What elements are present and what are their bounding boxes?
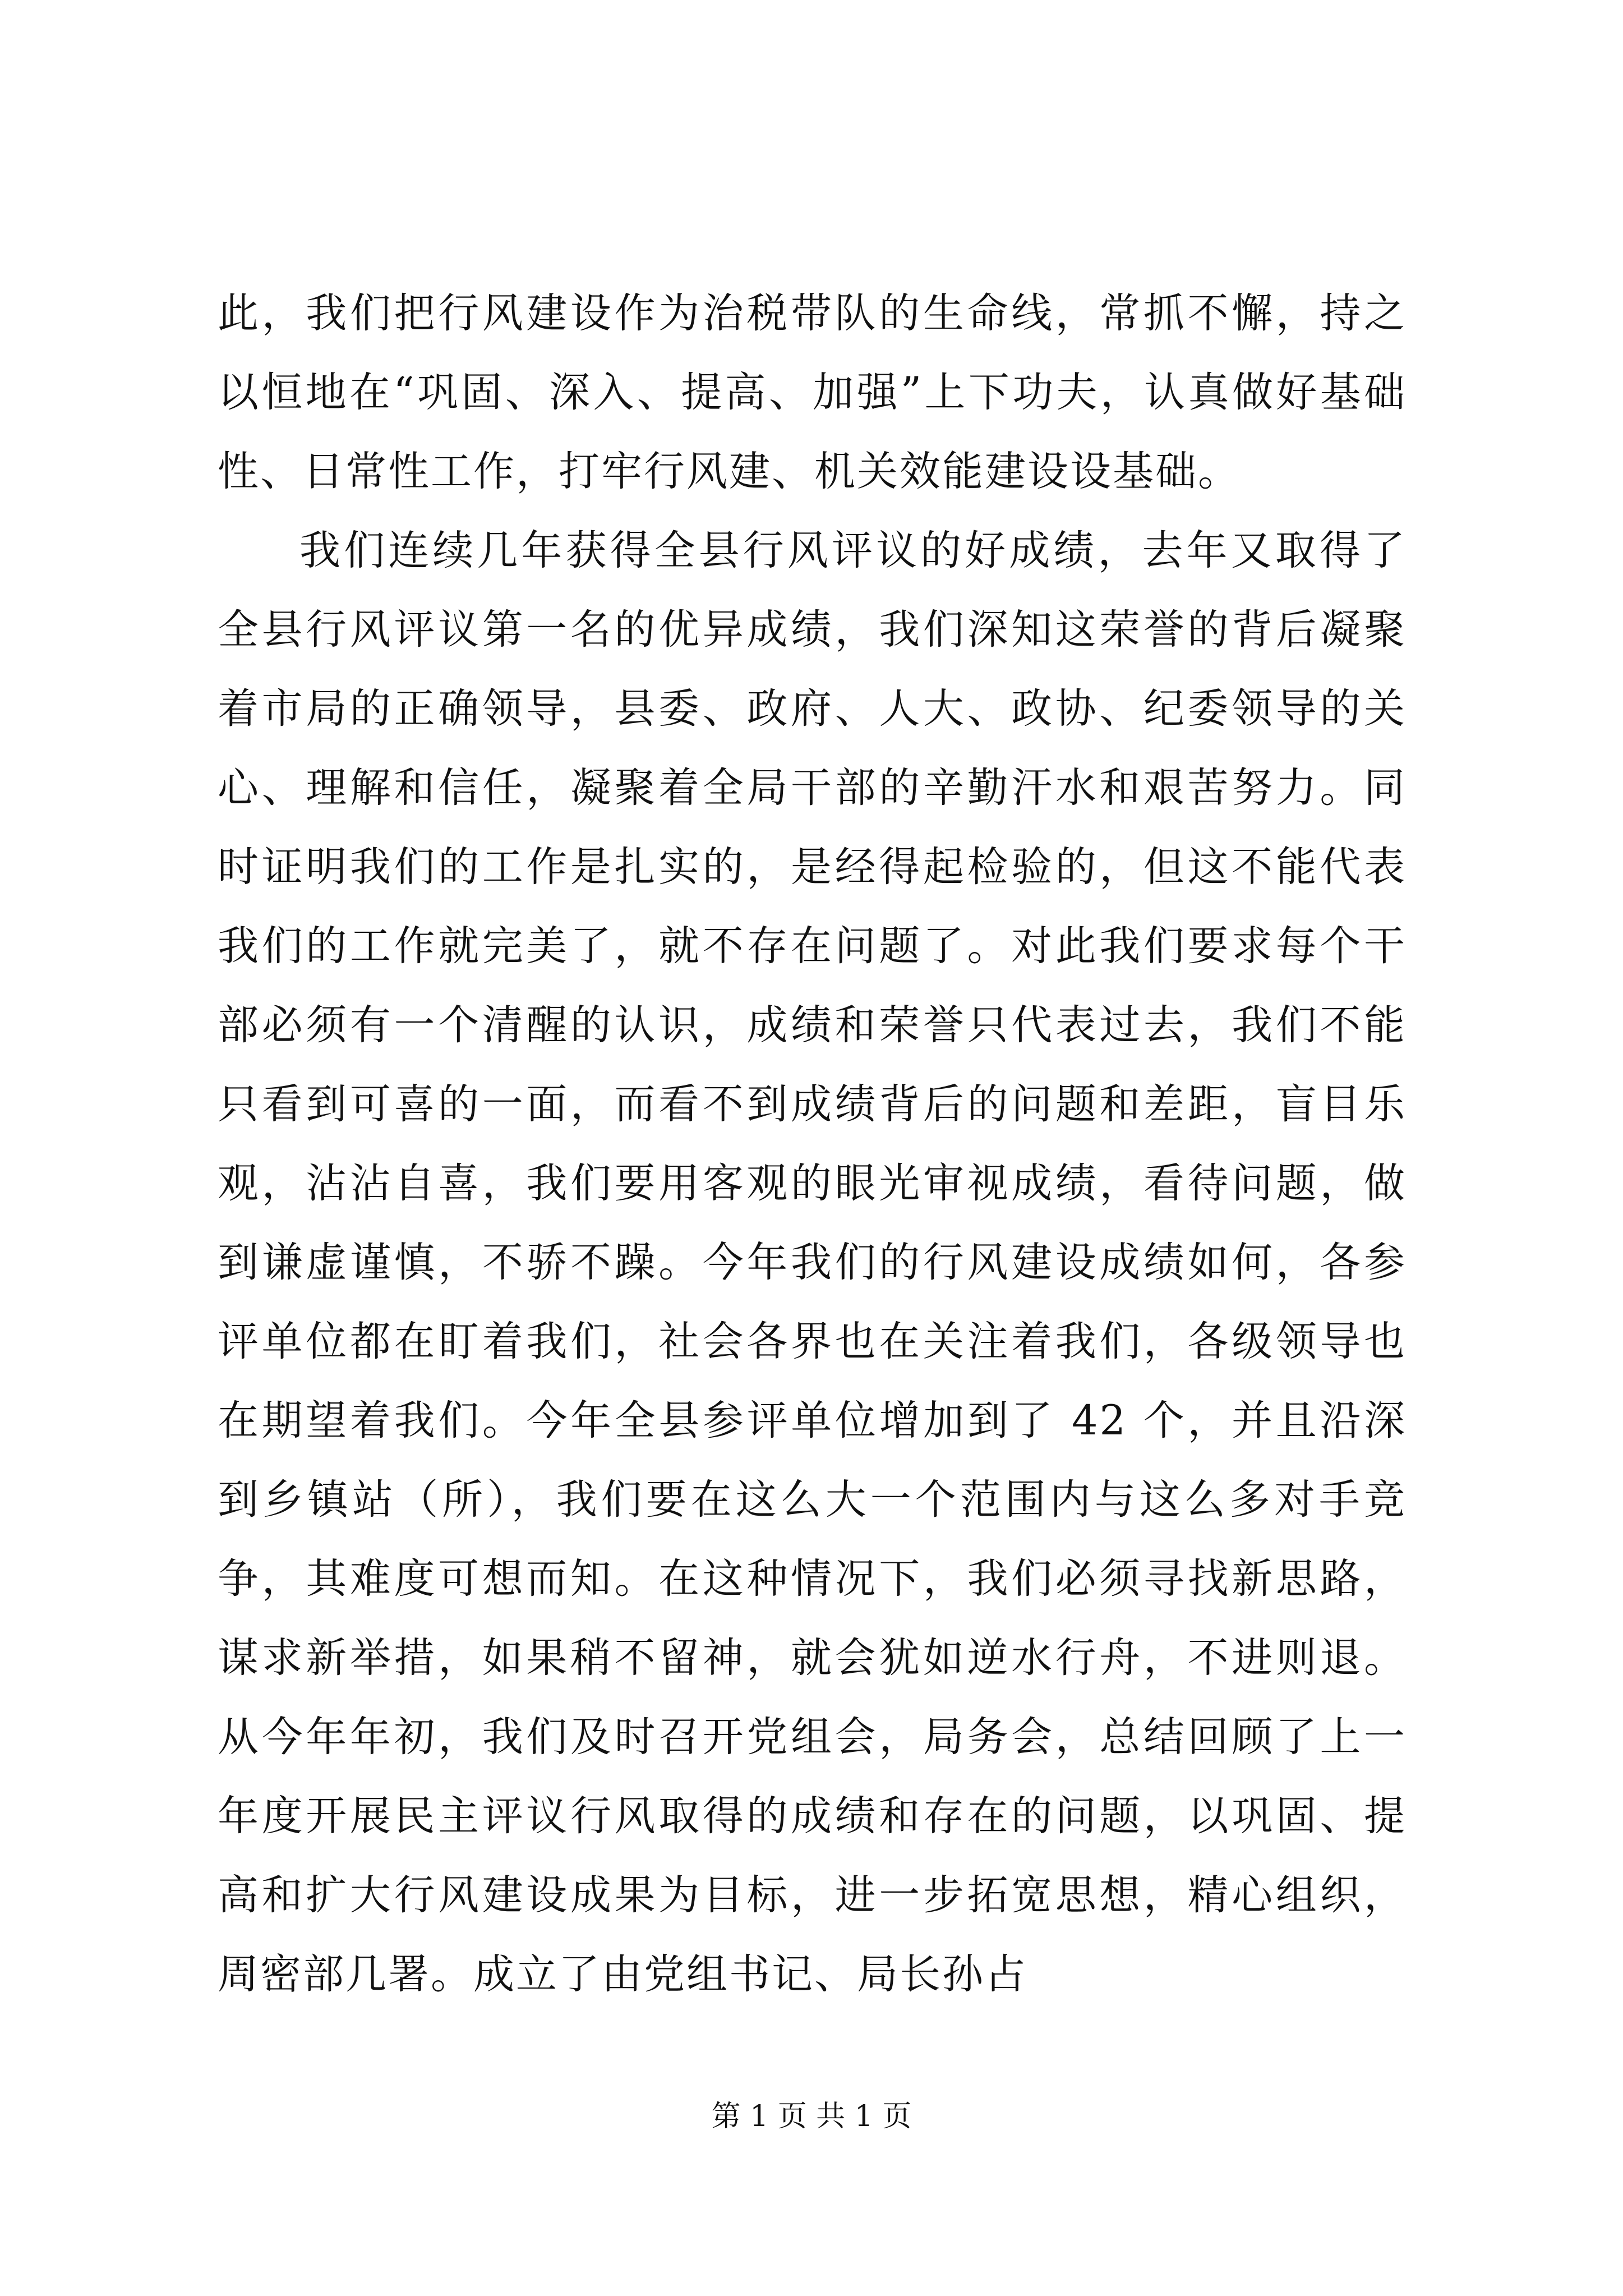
paragraph-1: 此，我们把行风建设作为治税带队的生命线，常抓不懈，持之以恒地在“巩固、深入、提高、加强”上下功夫，认真做好基础性、日常性工作，打牢行风建、机关效能建设设基础。: [218, 289, 1407, 495]
page-footer: 第 1 页 共 1 页: [711, 2100, 912, 2133]
paragraph-2: 我们连续几年获得全县行风评议的好成绩，去年又取得了全县行风评议第一名的优异成绩，我们深知这荣誉的背后凝聚着市局的正确领导，县委、政府、人大、政协、纪委领导的关心、理解和信任，凝聚着全局干部的辛勤汗水和艰苦努力。同时证明我们的工作是扎实的，是经得起检验的，但这不能代表我们的工作就完美了，就不存在问题了。对此我们要求每个干部必须有一个清醒的认识，成绩和荣誉只代表过去，我们不能只看到可喜的一面，而看不到成绩背后的问题和差距，盲目乐观，沾沾自喜，我们要用客观的眼光审视成绩，看待问题，做到谦虚谨慎，不骄不躁。今年我们的行风建设成绩如何，各参评单位都在盯着我们，社会各界也在关注着我们，各级领导也在期望着我们。今年全县参评单位增加到了 42 个，并且沿深到乡镇站（所），我们要在这么大一个范围内与这么多对手竞争，其难度可想而知。在这种情况下，我们必须寻找新思路，谋求新举措，如果稍不留神，就会犹如逆水行舟，不进则退。从今年年初，我们及时召开党组会，局务会，总结回顾了上一年度开展民主评议行风取得的成绩和存在的问题，以巩固、提高和扩大行风建设成果为目标，进一步拓宽思想，精心组织，周密部几署。成立了由党组书记、局长孙占: [218, 527, 1407, 1998]
body-text: [218, 274, 1407, 2014]
